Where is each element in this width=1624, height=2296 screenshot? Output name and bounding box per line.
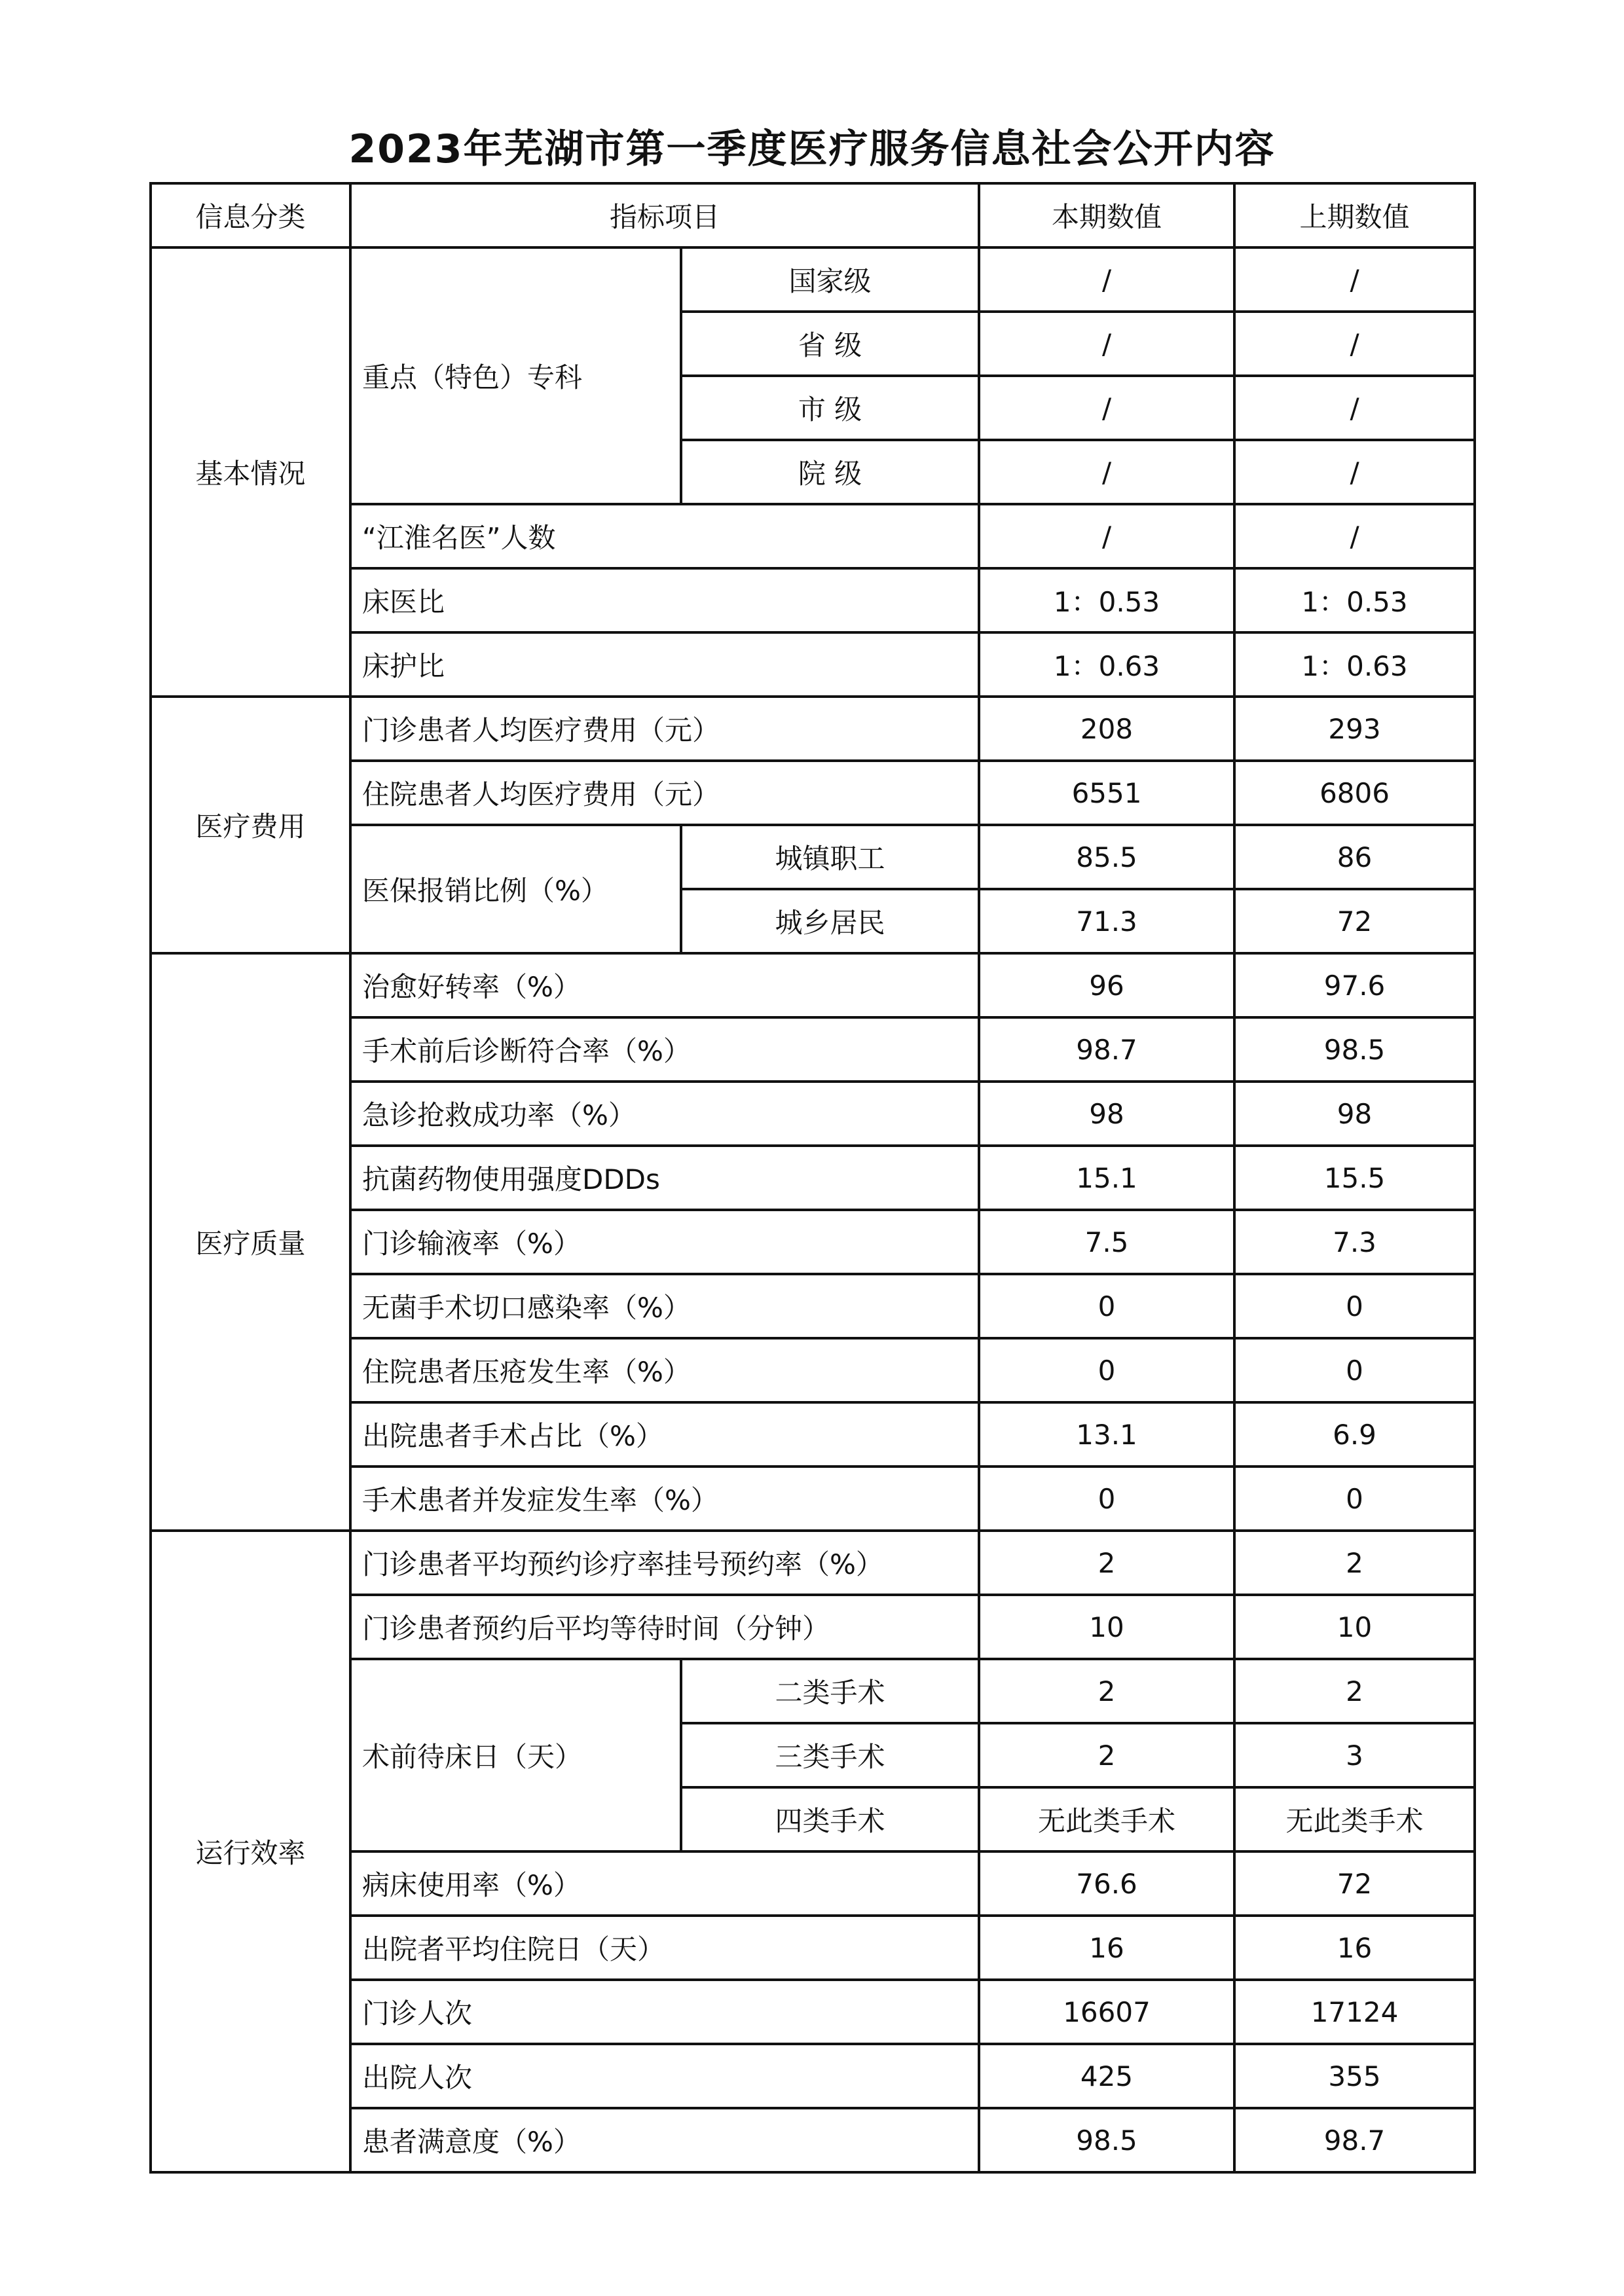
current-value: 0 [979,1467,1234,1531]
sub-label: 市 级 [681,376,979,440]
current-value: 无此类手术 [979,1787,1234,1851]
previous-value: 6.9 [1234,1402,1475,1467]
category-efficiency: 运行效率 [151,1531,350,2172]
previous-value: 7.3 [1234,1210,1475,1274]
sub-label: 城乡居民 [681,889,979,953]
previous-value: 72 [1234,889,1475,953]
previous-value: 1：0.53 [1234,568,1475,632]
previous-value: 355 [1234,2044,1475,2108]
previous-value: 0 [1234,1274,1475,1338]
indicator-label: 床护比 [350,632,979,697]
indicator-label: 门诊人次 [350,1980,979,2044]
sub-label: 省 级 [681,312,979,376]
current-value: / [979,440,1234,504]
previous-value: 98.7 [1234,2108,1475,2172]
previous-value: 98.5 [1234,1017,1475,1082]
current-value: 0 [979,1338,1234,1402]
indicator-label: 床医比 [350,568,979,632]
current-value: 13.1 [979,1402,1234,1467]
previous-value: 293 [1234,697,1475,761]
indicator-label: 手术患者并发症发生率（%） [350,1467,979,1531]
previous-value: 10 [1234,1595,1475,1659]
current-value: 2 [979,1659,1234,1723]
previous-value: / [1234,312,1475,376]
previous-value: 16 [1234,1916,1475,1980]
current-value: 1：0.53 [979,568,1234,632]
current-value: 71.3 [979,889,1234,953]
indicator-label: 抗菌药物使用强度DDDs [350,1146,979,1210]
sub-label: 国家级 [681,247,979,312]
page-title: 2023年芜湖市第一季度医疗服务信息社会公开内容 [348,126,1276,172]
previous-value: 2 [1234,1659,1475,1723]
previous-value: 3 [1234,1723,1475,1787]
sub-label: 四类手术 [681,1787,979,1851]
previous-value: 无此类手术 [1234,1787,1475,1851]
header-current: 本期数值 [979,183,1234,247]
current-value: 2 [979,1723,1234,1787]
header-indicator: 指标项目 [350,183,979,247]
indicator-label: 治愈好转率（%） [350,953,979,1017]
current-value: 2 [979,1531,1234,1595]
indicator-label: 手术前后诊断符合率（%） [350,1017,979,1082]
sub-label: 城镇职工 [681,825,979,889]
table-row [151,247,1475,312]
current-value: 98.5 [979,2108,1234,2172]
previous-value: 0 [1234,1338,1475,1402]
current-value: 16 [979,1916,1234,1980]
table-header-row [151,183,1475,247]
previous-value: 97.6 [1234,953,1475,1017]
category-basic: 基本情况 [151,247,350,697]
current-value: 16607 [979,1980,1234,2044]
sub-label: 院 级 [681,440,979,504]
category-quality: 医疗质量 [151,953,350,1531]
current-value: 98 [979,1082,1234,1146]
table-row [151,953,1475,1017]
previous-value: 15.5 [1234,1146,1475,1210]
previous-value: 6806 [1234,761,1475,825]
indicator-label: 住院患者压疮发生率（%） [350,1338,979,1402]
insurance-label: 医保报销比例（%） [350,825,681,953]
sub-label: 三类手术 [681,1723,979,1787]
indicator-label: 门诊患者预约后平均等待时间（分钟） [350,1595,979,1659]
current-value: 6551 [979,761,1234,825]
previous-value: 0 [1234,1467,1475,1531]
header-previous: 上期数值 [1234,183,1475,247]
previous-value: 17124 [1234,1980,1475,2044]
indicator-label: 急诊抢救成功率（%） [350,1082,979,1146]
previous-value: / [1234,376,1475,440]
current-value: / [979,312,1234,376]
current-value: 425 [979,2044,1234,2108]
current-value: 1：0.63 [979,632,1234,697]
indicator-label: 患者满意度（%） [350,2108,979,2172]
preop-label: 术前待床日（天） [350,1659,681,1851]
indicator-label: 出院人次 [350,2044,979,2108]
current-value: 85.5 [979,825,1234,889]
category-cost: 医疗费用 [151,697,350,953]
indicator-label: 门诊患者平均预约诊疗率挂号预约率（%） [350,1531,979,1595]
specialty-label: 重点（特色）专科 [350,247,681,504]
current-value: 76.6 [979,1851,1234,1916]
current-value: / [979,504,1234,568]
current-value: / [979,376,1234,440]
previous-value: 2 [1234,1531,1475,1595]
previous-value: / [1234,247,1475,312]
header-category: 信息分类 [151,183,350,247]
indicator-label: 出院患者手术占比（%） [350,1402,979,1467]
previous-value: 98 [1234,1082,1475,1146]
previous-value: 72 [1234,1851,1475,1916]
previous-value: / [1234,440,1475,504]
previous-value: 1：0.63 [1234,632,1475,697]
table-row [151,1531,1475,1595]
current-value: 15.1 [979,1146,1234,1210]
current-value: 96 [979,953,1234,1017]
indicator-label: “江淮名医”人数 [350,504,979,568]
current-value: 10 [979,1595,1234,1659]
current-value: 208 [979,697,1234,761]
previous-value: 86 [1234,825,1475,889]
current-value: 7.5 [979,1210,1234,1274]
indicator-label: 门诊患者人均医疗费用（元） [350,697,979,761]
indicator-label: 无菌手术切口感染率（%） [350,1274,979,1338]
indicator-label: 住院患者人均医疗费用（元） [350,761,979,825]
current-value: / [979,247,1234,312]
current-value: 0 [979,1274,1234,1338]
sub-label: 二类手术 [681,1659,979,1723]
indicator-label: 出院者平均住院日（天） [350,1916,979,1980]
indicator-label: 病床使用率（%） [350,1851,979,1916]
table-row [151,697,1475,761]
service-info-table [149,182,1476,2174]
current-value: 98.7 [979,1017,1234,1082]
previous-value: / [1234,504,1475,568]
indicator-label: 门诊输液率（%） [350,1210,979,1274]
